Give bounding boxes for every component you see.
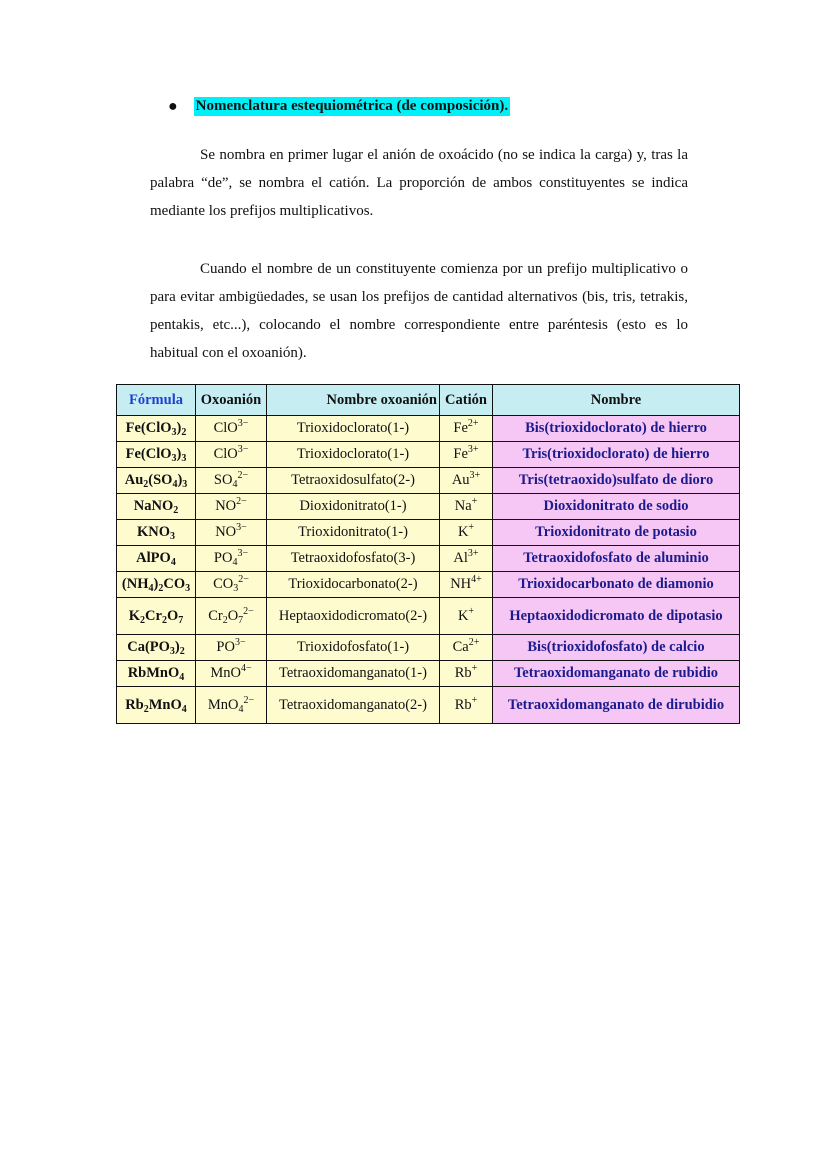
- cation-cell: K+: [440, 598, 493, 635]
- section-heading: Nomenclatura estequiométrica (de composición).: [195, 98, 509, 114]
- oxoanion-cell: $PO^{3-}$: [196, 635, 267, 661]
- formula-cell: RbMnO$_4$: [117, 661, 196, 687]
- compound-name-cell: Trioxidonitrato de potasio: [493, 520, 740, 546]
- table-row: [117, 598, 740, 635]
- header-oxoanion: Oxoanión: [196, 385, 267, 416]
- cation-cell: $Fe^{2+}$: [440, 416, 493, 442]
- section-heading-line: [168, 97, 510, 116]
- table-row: [117, 635, 740, 661]
- header-oxoanion-name: Nombre oxoanión: [267, 385, 440, 416]
- compound-name-cell: Heptaoxidodicromato de dipotasio: [493, 598, 740, 635]
- oxoanion-cell: $NO^{3-}$: [196, 520, 267, 546]
- cation-cell: $Ca^{2+}$: [440, 635, 493, 661]
- oxoanion-name-cell: Trioxidonitrato(1-): [267, 520, 440, 546]
- table-header-row: [117, 385, 740, 416]
- compound-name-cell: Dioxidonitrato de sodio: [493, 494, 740, 520]
- table-row: [117, 520, 740, 546]
- formula-cell: $(NH_4)_2CO_3$: [117, 572, 196, 598]
- table-row: [117, 572, 740, 598]
- compound-name-cell: Tris(trioxidoclorato) de hierro: [493, 442, 740, 468]
- cation-cell: $Fe^{3+}$: [440, 442, 493, 468]
- oxoanion-cell: ClO$^{3-}$: [196, 442, 267, 468]
- table-row: [117, 442, 740, 468]
- table-row: [117, 546, 740, 572]
- paragraph-1: Se nombra en primer lugar el anión de oxoácido (no se indica la carga) y, tras la palabra “de”, se nombra el catión. La proporción de ambos constituyentes se indica mediante los prefijos multiplicativos.: [150, 147, 688, 219]
- formula-cell: AlPO$_4$: [117, 546, 196, 572]
- oxoanion-cell: ClO$^{3-}$: [196, 416, 267, 442]
- oxoanion-cell: $SO_4^{2-}$: [196, 468, 267, 494]
- compound-name-cell: Trioxidocarbonato de diamonio: [493, 572, 740, 598]
- formula-cell: $Au_2(SO_4)_3$: [117, 468, 196, 494]
- paragraph-2: Cuando el nombre de un constituyente comienza por un prefijo multiplicativo o para evitar ambigüedades, se usan los prefijos de cantidad alternativos (bis, tris, tetrakis, pentakis, etc...), colocando el nombre correspondiente entre paréntesis (esto es lo habitual con el oxoanión).: [150, 261, 688, 361]
- oxoanion-cell: MnO$_4^{2-}$: [196, 687, 267, 724]
- oxoanion-cell: $CO_3^{2-}$: [196, 572, 267, 598]
- oxoanion-name-cell: Tetraoxidofosfato(3-): [267, 546, 440, 572]
- cation-cell: $Au^{3+}$: [440, 468, 493, 494]
- compound-name-cell: Bis(trioxidoclorato) de hierro: [493, 416, 740, 442]
- compound-name-cell: Bis(trioxidofosfato) de calcio: [493, 635, 740, 661]
- cation-cell: $Al^{3+}$: [440, 546, 493, 572]
- table-row: [117, 416, 740, 442]
- compound-name-cell: Tris(tetraoxido)sulfato de dioro: [493, 468, 740, 494]
- header-cation: Catión: [440, 385, 493, 416]
- oxoanion-cell: MnO$^{4-}$: [196, 661, 267, 687]
- oxoanion-name-cell: Trioxidoclorato(1-): [267, 416, 440, 442]
- oxoanion-name-cell: Dioxidonitrato(1-): [267, 494, 440, 520]
- oxoanion-name-cell: Trioxidoclorato(1-): [267, 442, 440, 468]
- table-row: [117, 687, 740, 724]
- header-formula: Fórmula: [117, 385, 196, 416]
- oxoanion-cell: $NO^{2-}$: [196, 494, 267, 520]
- formula-cell: $K_2Cr_2O_7$: [117, 598, 196, 635]
- cation-cell: K+: [440, 520, 493, 546]
- header-name: Nombre: [493, 385, 740, 416]
- table-row: [117, 661, 740, 687]
- oxoanion-name-cell: Tetraoxidomanganato(1-): [267, 661, 440, 687]
- compound-name-cell: Tetraoxidomanganato de rubidio: [493, 661, 740, 687]
- nomenclature-table: [116, 384, 740, 724]
- oxoanion-name-cell: Trioxidocarbonato(2-): [267, 572, 440, 598]
- cation-cell: Rb+: [440, 687, 493, 724]
- compound-name-cell: Tetraoxidofosfato de aluminio: [493, 546, 740, 572]
- formula-cell: $Fe(ClO_3)_2$: [117, 416, 196, 442]
- compound-name-cell: Tetraoxidomanganato de dirubidio: [493, 687, 740, 724]
- table-row: [117, 494, 740, 520]
- formula-cell: $Ca(PO_3)_2$: [117, 635, 196, 661]
- formula-cell: $Rb_2MnO_4$: [117, 687, 196, 724]
- oxoanion-cell: $Cr_2O_7^{2-}$: [196, 598, 267, 635]
- oxoanion-name-cell: Trioxidofosfato(1-): [267, 635, 440, 661]
- cation-cell: Rb+: [440, 661, 493, 687]
- bullet-icon: ●: [168, 97, 178, 115]
- table-row: [117, 468, 740, 494]
- formula-cell: $KNO_3$: [117, 520, 196, 546]
- oxoanion-name-cell: Tetraoxidosulfato(2-): [267, 468, 440, 494]
- oxoanion-name-cell: Tetraoxidomanganato(2-): [267, 687, 440, 724]
- cation-cell: $NH^{4+}$: [440, 572, 493, 598]
- oxoanion-name-cell: Heptaoxidodicromato(2-): [267, 598, 440, 635]
- formula-cell: $Fe(ClO_3)_3$: [117, 442, 196, 468]
- cation-cell: Na+: [440, 494, 493, 520]
- formula-cell: NaNO$_2$: [117, 494, 196, 520]
- oxoanion-cell: $PO_4^{3-}$: [196, 546, 267, 572]
